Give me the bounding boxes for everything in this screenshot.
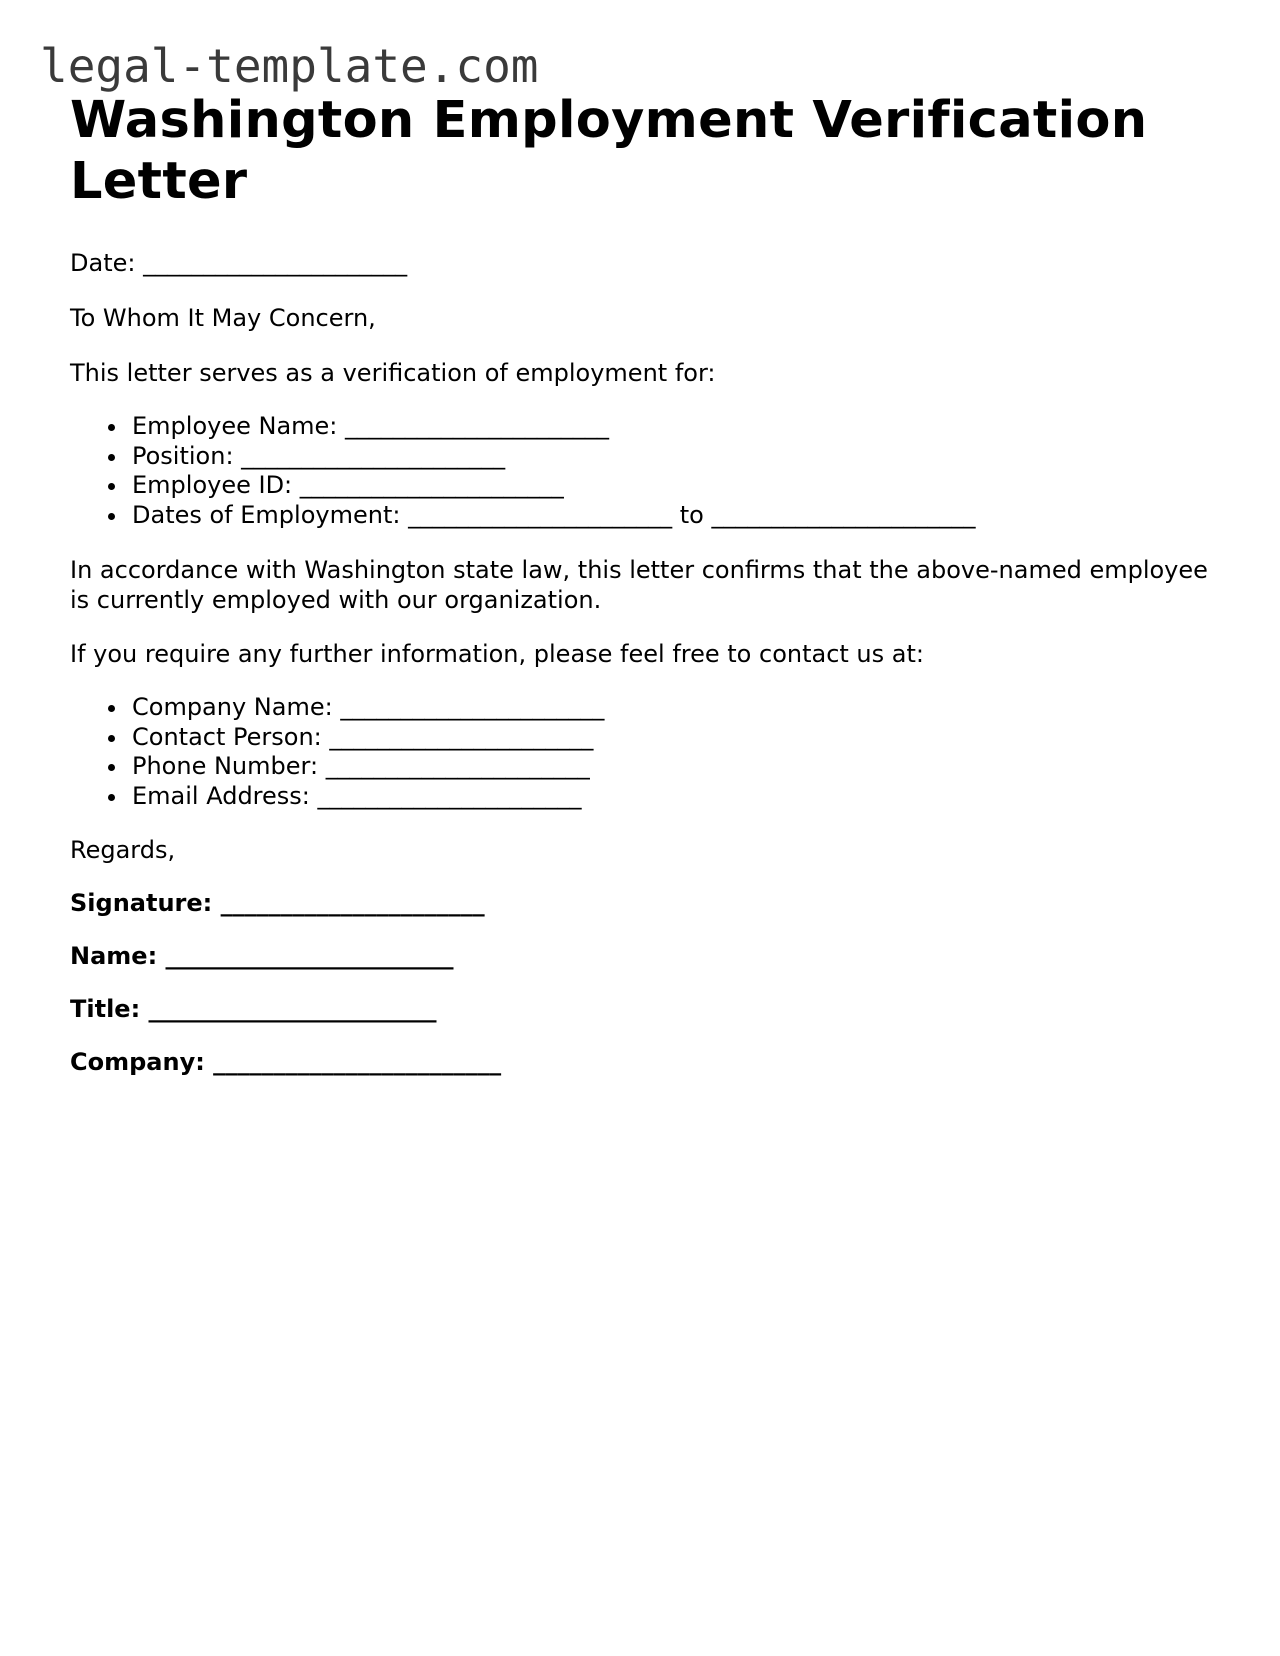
field-label: Employee ID: — [132, 471, 293, 499]
dates-connector: to — [679, 500, 704, 529]
list-item-contact-person — [132, 723, 1210, 753]
signer-company-line — [70, 1047, 1210, 1077]
greeting: To Whom It May Concern, — [70, 304, 376, 332]
signer-company-blank: ________________________ — [213, 1048, 502, 1076]
field-blank: ______________________ — [345, 412, 610, 440]
field-blank: ______________________ — [241, 441, 506, 470]
list-item-employee-name — [132, 412, 1210, 442]
intro-paragraph: This letter serves as a verification of employment for: — [70, 359, 716, 387]
list-item-email-address — [132, 782, 1210, 812]
field-label: Contact Person: — [132, 722, 322, 751]
list-item-employee-id — [132, 471, 1210, 501]
date-blank: ______________________ — [143, 249, 408, 277]
field-blank: ______________________ — [325, 752, 590, 780]
signature-line — [70, 888, 1210, 918]
body-paragraph: In accordance with Washington state law, this letter confirms that the above-named employee is currently employed with our organization. — [70, 556, 1208, 614]
date-label: Date: — [70, 249, 136, 277]
signer-name-blank: ________________________ — [165, 942, 454, 970]
letter-document — [70, 90, 1210, 1077]
page-title: Washington Employment Verification Letter — [70, 91, 1148, 211]
list-item-phone-number — [132, 752, 1210, 782]
list-item-company-name — [132, 693, 1210, 723]
field-label: Employee Name: — [132, 412, 338, 440]
signature-label: Signature: — [70, 889, 213, 917]
list-item-dates-of-employment — [132, 501, 1210, 531]
field-blank: ______________________ — [299, 471, 564, 499]
field-blank: ______________________ — [329, 722, 594, 751]
employee-details-list — [70, 412, 1210, 530]
signer-title-blank: ________________________ — [148, 995, 437, 1023]
list-item-position — [132, 442, 1210, 472]
closing: Regards, — [70, 836, 176, 864]
contact-details-list — [70, 693, 1210, 811]
date-line — [70, 248, 1210, 278]
field-blank-to: ______________________ — [711, 500, 976, 529]
signer-title-label: Title: — [70, 995, 141, 1023]
field-label: Position: — [132, 441, 234, 470]
signature-blank: ______________________ — [220, 889, 485, 917]
field-blank: ______________________ — [340, 693, 605, 721]
watermark: legal-template.com — [40, 39, 539, 93]
field-label: Company Name: — [132, 693, 333, 721]
contact-intro-paragraph: If you require any further information, please feel free to contact us at: — [70, 640, 924, 668]
field-label: Dates of Employment: — [132, 500, 401, 529]
field-label: Email Address: — [132, 781, 310, 810]
field-blank-from: ______________________ — [408, 500, 673, 529]
field-blank: ______________________ — [317, 781, 582, 810]
signer-company-label: Company: — [70, 1048, 205, 1076]
field-label: Phone Number: — [132, 752, 319, 780]
signer-name-line — [70, 941, 1210, 971]
signer-title-line — [70, 994, 1210, 1024]
signer-name-label: Name: — [70, 942, 158, 970]
